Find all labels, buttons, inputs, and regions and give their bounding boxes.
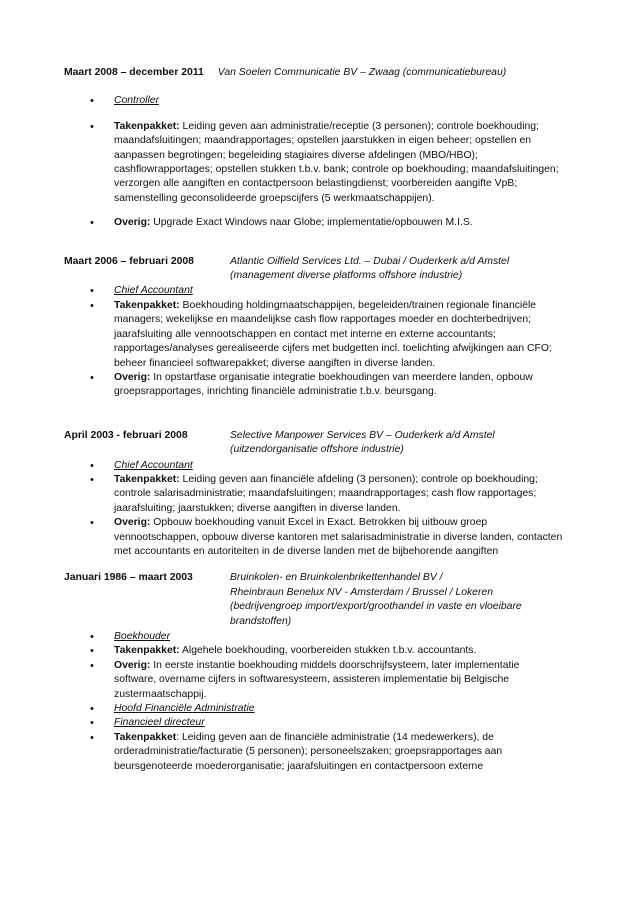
item-text: Algehele boekhouding, voorbereiden stukken t.b.v. accountants. xyxy=(179,645,477,657)
bullet-icon: • xyxy=(90,631,94,643)
list-item xyxy=(64,216,564,230)
company-line: Bruinkolen- en Bruinkolenbrikettenhandel BV / xyxy=(230,572,443,584)
item-text: Opbouw boekhouding vanuit Excel in Exact. Betrokken bij uitbouw groep vennootschappen, opbouw diverse kantoren met salarisadministratie in diverse landen, contacten met accountants en autoriteiten in de diverse landen met de bijbehorende aangiften xyxy=(114,517,563,557)
experience-section-1 xyxy=(64,66,564,231)
bullet-icon: • xyxy=(90,731,94,744)
bullet-icon: • xyxy=(90,217,94,230)
item-list xyxy=(64,459,564,560)
period: Maart 2006 – februari 2008 xyxy=(64,255,194,267)
job-title: Controller xyxy=(114,95,160,107)
bullet-icon: • xyxy=(90,371,94,384)
bullet-icon: • xyxy=(90,473,94,486)
company-line: brandstoffen) xyxy=(230,615,292,627)
company-line: Rheinbraun Benelux NV - Amsterdam / Brussel / Lokeren xyxy=(230,586,493,598)
item-text: Leiding geven aan financiële afdeling (3 personen); controle op boekhouding; controle salarisadministratie; maandafsluitingen; maandrapportages; cash flow rapportages; jaarafsluiting; jaarstukken; diverse aangiften in diverse landen. xyxy=(114,473,538,514)
bullet-icon: • xyxy=(90,120,94,133)
bullet-icon: • xyxy=(90,299,94,312)
list-item xyxy=(64,731,564,774)
job-title: Chief Accountant xyxy=(114,285,193,297)
item-text: Upgrade Exact Windows naar Globe; implementatie/opbouwen M.I.S. xyxy=(150,217,473,229)
list-item xyxy=(64,94,564,108)
section-header xyxy=(64,66,564,80)
item-label: Takenpakket: xyxy=(114,120,180,132)
list-item xyxy=(64,630,564,644)
list-item xyxy=(64,120,564,206)
list-item xyxy=(64,644,564,658)
period: Januari 1986 – maart 2003 xyxy=(64,572,193,584)
company-line: (uitzendorganisatie offshore industrie) xyxy=(230,444,404,456)
item-list xyxy=(64,94,564,230)
section-header xyxy=(64,255,564,284)
job-title: Financieel directeur xyxy=(114,717,205,729)
item-label: Takenpakket xyxy=(114,731,177,743)
list-item xyxy=(64,716,564,730)
item-text: Boekhouding holdingmaatschappijen, begeleiden/trainen regionale financiële managers; wekelijkse en maandelijkse cash flow rapportages moeder en dochterbedrijven; jaarafsluiting alle vennootschappen en contact met interne en externe accountants; rapportages/analyses gerealiseerde cijfers met budgetten incl. toelichting afwijkingen aan CFO; beheer financieel softwarepakket; diverse aangiften in diverse landen. xyxy=(114,299,552,369)
item-text: Leiding geven aan administratie/receptie (3 personen); controle boekhouding; maandafsluitingen; maandrapportages; opstellen jaarstukken in eigen beheer; opstellen en aanpassen begrotingen; begeleiding stagiaires diverse afdelingen (MBO/HBO); cashflowrapportages; opstellen stukken t.b.v. bank; controle op boekhouding; maandafsluitingen; verzorgen alle aangiften en contactpersoon belastingdienst; voorbereiden aangifte VpB; samenstelling geconsolideerde groepscijfers (5 werkmaatschappijen). xyxy=(114,120,559,204)
list-item xyxy=(64,516,564,559)
list-item xyxy=(64,299,564,371)
bullet-icon: • xyxy=(90,717,94,730)
company-line: Atlantic Oilfield Services Ltd. – Dubai / Ouderkerk a/d Amstel xyxy=(230,255,510,267)
job-title: Boekhouder xyxy=(114,631,171,642)
list-item xyxy=(64,702,564,716)
company-line: (bedrijvengroep import/export/groothandel in vaste en vloeibare xyxy=(230,601,522,613)
list-item xyxy=(64,459,564,473)
item-text: In eerste instantie boekhouding middels doorschrijfsysteem, later implementatie software, overname cijfers in softwaresysteem, assisteren implementatie bij Belgische zustermaatschappij. xyxy=(114,659,520,700)
company: Van Soelen Communicatie BV – Zwaag (communicatiebureau) xyxy=(217,67,507,78)
job-title: Chief Accountant xyxy=(114,459,193,471)
company-line: (management diverse platforms offshore industrie) xyxy=(230,270,463,282)
bullet-icon: • xyxy=(90,659,94,672)
experience-section-2 xyxy=(64,255,564,400)
item-text: In opstartfase organisatie integratie boekhoudingen van meerdere landen, opbouw groepsrapportages, inrichting financiële administratie t.b.v. beursgang. xyxy=(114,371,533,398)
company-line: Selective Manpower Services BV – Ouderkerk a/d Amstel xyxy=(230,429,495,441)
list-item xyxy=(64,371,564,400)
section-header xyxy=(64,571,564,629)
job-title: Hoofd Financiële Administratie xyxy=(114,703,255,715)
item-label: Overig: xyxy=(114,217,151,229)
period: Maart 2008 – december 2011 xyxy=(64,67,204,78)
cv-document xyxy=(64,66,564,774)
bullet-icon: • xyxy=(90,459,94,472)
bullet-icon: • xyxy=(90,285,94,298)
bullet-icon: • xyxy=(90,517,94,530)
bullet-icon: • xyxy=(90,645,94,658)
company xyxy=(230,571,522,629)
section-header xyxy=(64,429,564,458)
list-item xyxy=(64,473,564,516)
experience-section-3 xyxy=(64,429,564,560)
list-item xyxy=(64,659,564,702)
item-label: Takenpakket: xyxy=(114,299,180,311)
company xyxy=(230,255,509,284)
list-item xyxy=(64,284,564,298)
item-list xyxy=(64,284,564,399)
item-list xyxy=(64,630,564,774)
item-label: Takenpakket: xyxy=(114,645,180,657)
experience-section-4 xyxy=(64,571,564,774)
item-label: Overig: xyxy=(114,371,151,383)
item-label: Overig: xyxy=(114,517,151,529)
item-text: : Leiding geven aan de financiële administratie (14 medewerkers), de orderadministratie/facturatie (5 personen); personeelszaken; groepsrapportages aan beursgenoteerde moederorganisatie; jaarafsluitingen en contactpersoon externe xyxy=(114,731,503,772)
bullet-icon: • xyxy=(90,95,94,108)
company xyxy=(230,429,495,458)
period: April 2003 - februari 2008 xyxy=(64,429,188,441)
item-label: Takenpakket: xyxy=(114,473,180,485)
item-label: Overig: xyxy=(114,659,151,671)
bullet-icon: • xyxy=(90,703,94,716)
